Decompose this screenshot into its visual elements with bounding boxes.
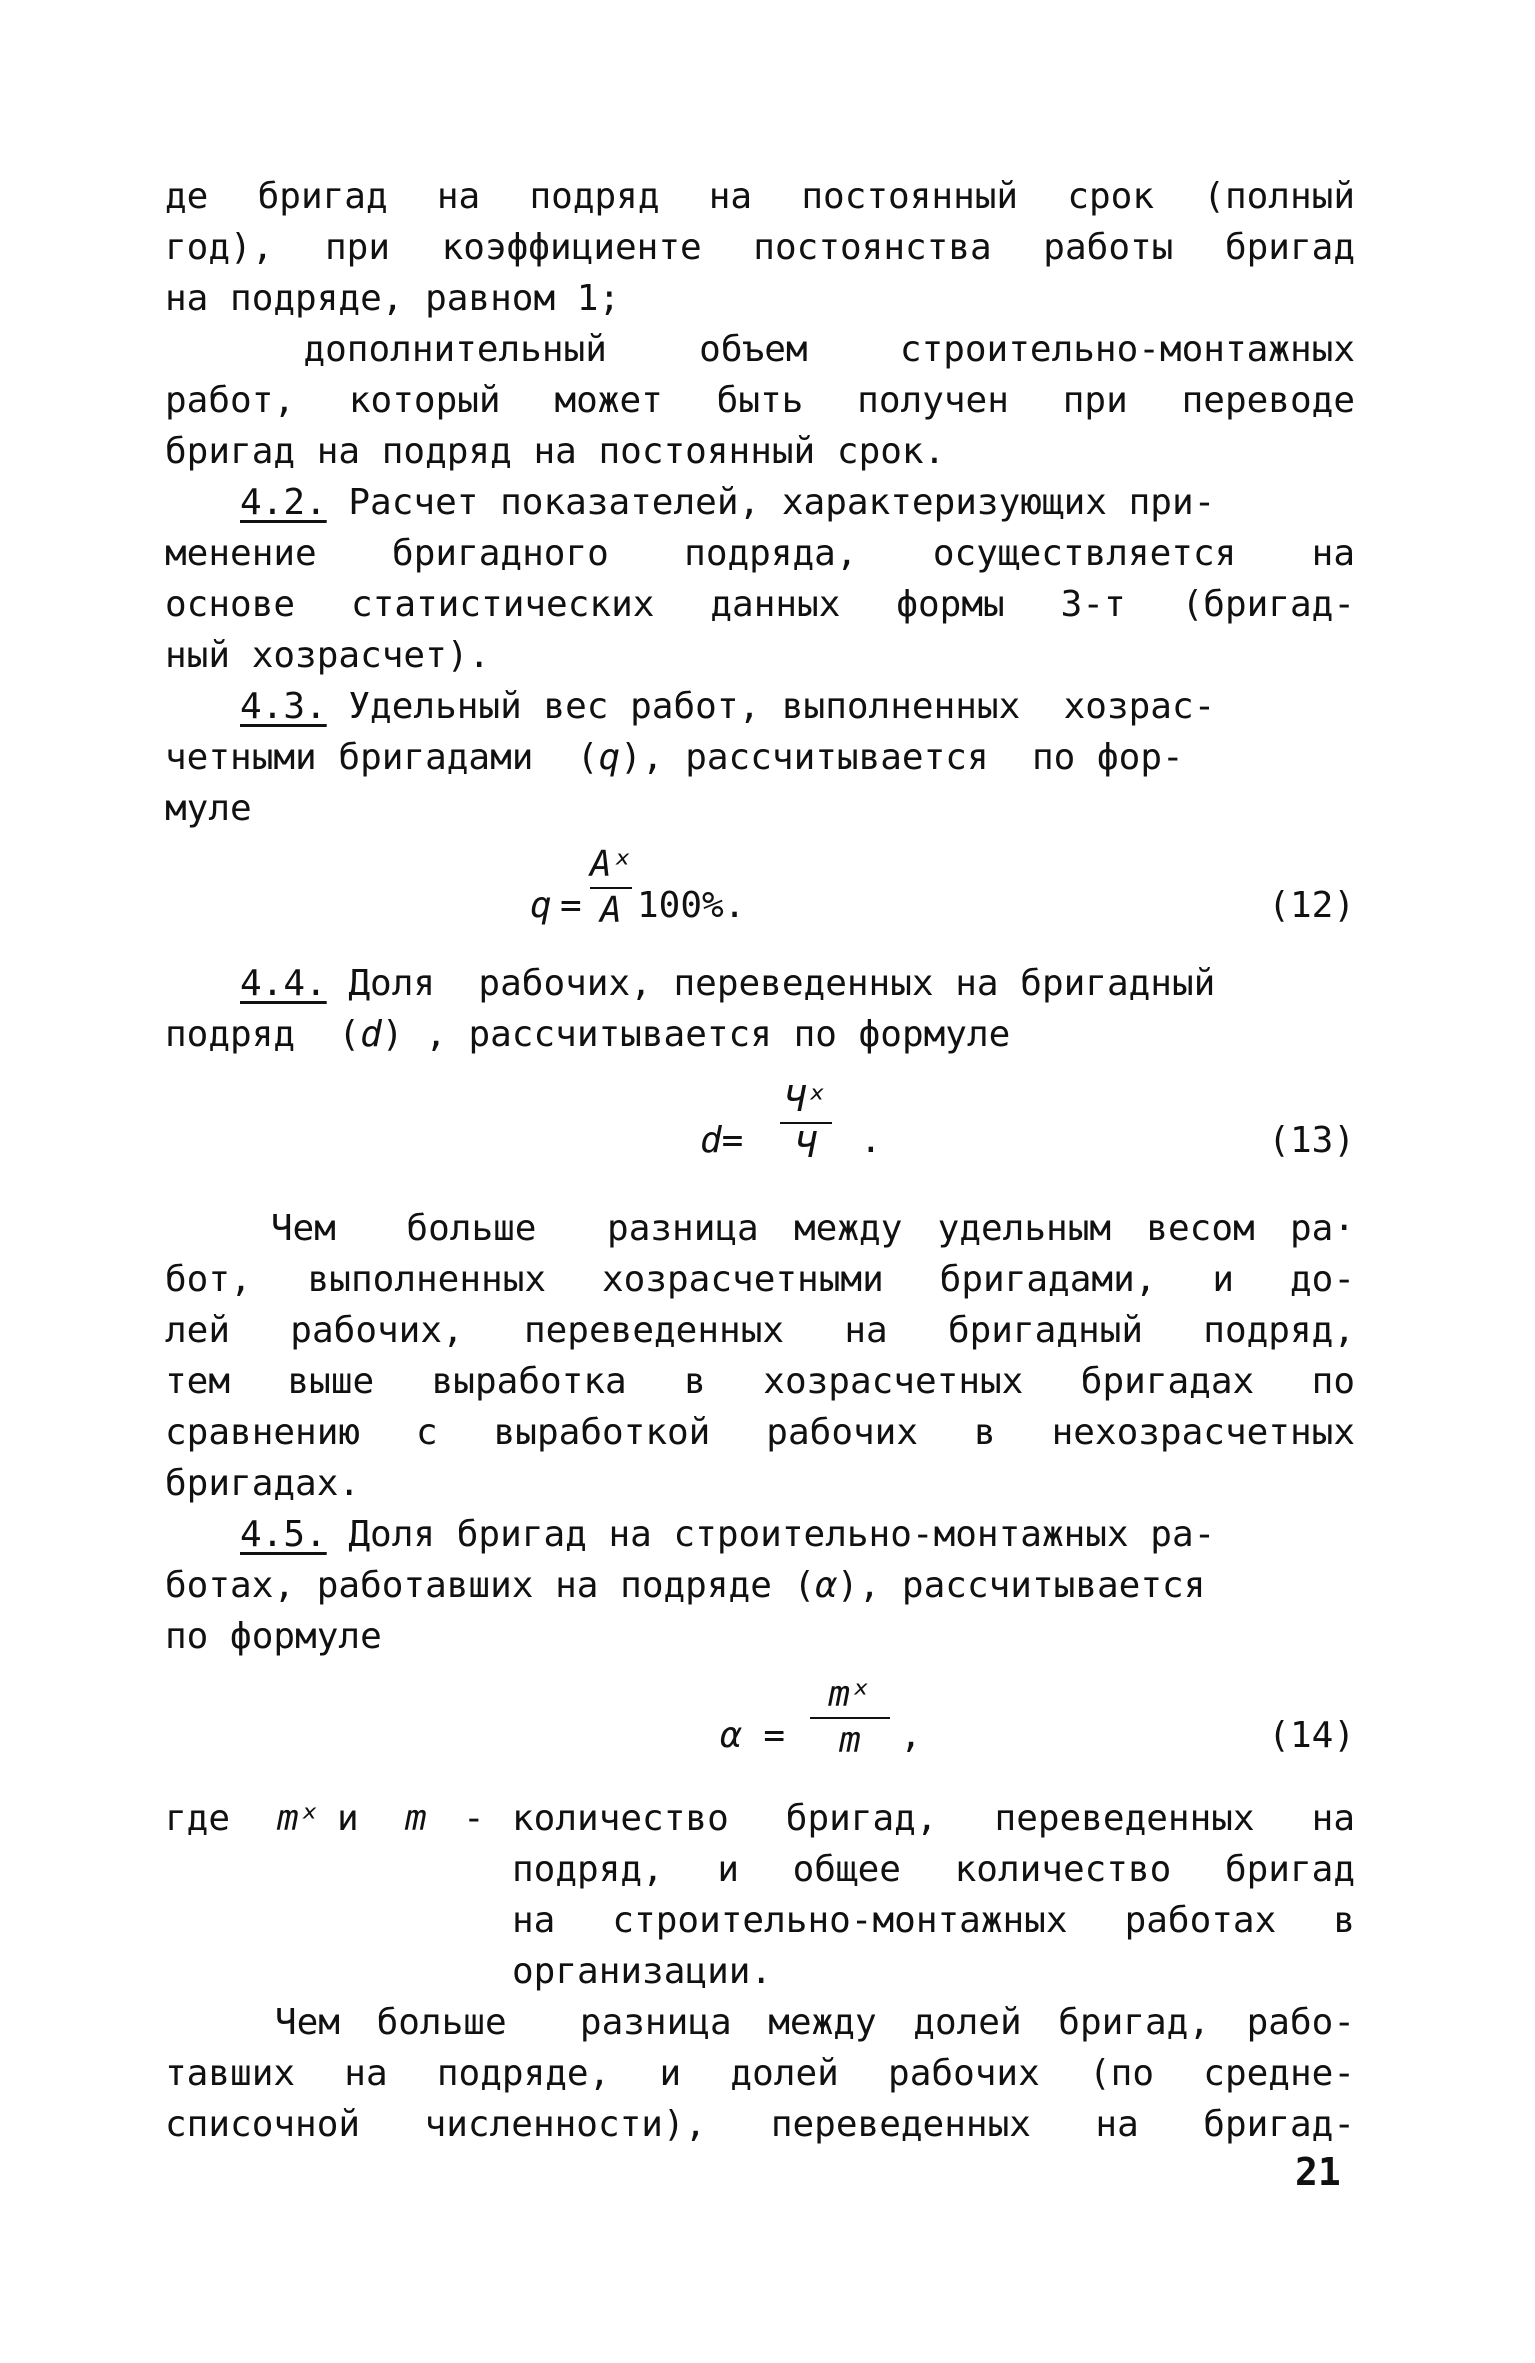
fraction: [810, 1675, 890, 1761]
section-4-5-first-line: [240, 1511, 1355, 1559]
section-number: 4.2.: [240, 482, 327, 523]
numerator: Aˣ: [590, 844, 634, 885]
text-line: Чем больше разница между долей бригад, рабо-: [165, 2002, 1355, 2043]
formula-tail: ,: [900, 1715, 922, 1756]
text-line: тем выше выработка в хозрасчетных бригадах по: [165, 1361, 1355, 1402]
text-line: организации.: [512, 1951, 773, 1992]
variable-m: m: [405, 1798, 427, 1839]
text-line: сравнению с выработкой рабочих в нехозрасчетных: [165, 1412, 1355, 1453]
text-line: работ, который может быть получен при переводе: [165, 380, 1355, 421]
text: Доля рабочих, переведенных на бригадный: [326, 963, 1216, 1004]
numerator: Чˣ: [784, 1079, 828, 1120]
text-line: [165, 734, 1355, 782]
denominator: A: [600, 890, 622, 931]
equation-number: (12): [1268, 885, 1355, 926]
text-line: [165, 1011, 1355, 1059]
formula-13: [165, 1080, 1355, 1210]
fraction-bar: [780, 1122, 832, 1124]
variable-m-x: mˣ: [277, 1798, 321, 1839]
text-line: муле: [165, 788, 252, 829]
variable-d: d: [360, 1014, 382, 1055]
text-line: менение бригадного подряда, осуществляется на: [165, 533, 1355, 574]
formula-14: [165, 1675, 1355, 1805]
text: Удельный вес работ, выполненных хозрас-: [326, 686, 1216, 727]
formula-lhs: d=: [700, 1120, 744, 1161]
text-line: по формуле: [165, 1616, 382, 1657]
section-4-4-first-line: [240, 960, 1355, 1008]
text-line: количество бригад, переведенных на: [512, 1798, 1355, 1839]
text-line: бригад на подряд на постоянный срок.: [165, 431, 946, 472]
numerator: mˣ: [828, 1674, 872, 1715]
text: четными бригадами (: [165, 737, 599, 778]
formula-lhs: q: [530, 885, 552, 926]
text-line: дополнительный объем строительно-монтажных: [165, 329, 1355, 370]
denominator: m: [839, 1720, 861, 1761]
text-line: ный хозрасчет).: [165, 635, 491, 676]
section-number: 4.4.: [240, 963, 327, 1004]
text-line: лей рабочих, переведенных на бригадный подряд,: [165, 1310, 1355, 1351]
text-line: Чем больше разница между удельным весом ра·: [165, 1208, 1355, 1249]
fraction: [780, 1080, 832, 1166]
text: ) , рассчитывается по формуле: [381, 1014, 1011, 1055]
formula-tail: 100%.: [637, 885, 746, 926]
text: ботах, работавших на подряде (: [165, 1565, 816, 1606]
text: ), рассчитывается: [836, 1565, 1206, 1606]
variable-alpha: α: [815, 1565, 837, 1606]
denominator: Ч: [795, 1125, 817, 1166]
text: ), рассчитывается по фор-: [620, 737, 1184, 778]
formula-lhs: α =: [720, 1715, 786, 1756]
fraction: [590, 845, 632, 931]
section-number: 4.5.: [240, 1514, 327, 1555]
section-number: 4.3.: [240, 686, 327, 727]
text: Расчет показателей, характеризующих при-: [326, 482, 1216, 523]
text-line: тавших на подряде, и долей рабочих (по средне-: [165, 2053, 1355, 2094]
text-line: на строительно-монтажных работах в: [512, 1900, 1355, 1941]
section-4-3-first-line: [240, 683, 1355, 731]
text-line: списочной численности), переведенных на бригад-: [165, 2104, 1355, 2145]
text: подряд (: [165, 1014, 361, 1055]
equation-number: (13): [1268, 1120, 1355, 1161]
equation-number: (14): [1268, 1715, 1355, 1756]
equals-sign: =: [560, 885, 582, 926]
fraction-bar: [810, 1717, 890, 1719]
variable-q: q: [598, 737, 621, 778]
fraction-bar: [590, 887, 632, 889]
text-line: бот, выполненных хозрасчетными бригадами, и до-: [165, 1259, 1355, 1300]
text-line: на подряде, равном 1;: [165, 278, 621, 319]
dash: -: [463, 1798, 485, 1839]
text-line: [165, 1562, 1355, 1610]
formula-tail: .: [860, 1120, 882, 1161]
formula-12: [165, 845, 1355, 975]
text-line: основе статистических данных формы 3-т (бригад-: [165, 584, 1355, 625]
text-line: подряд, и общее количество бригад: [512, 1849, 1355, 1890]
text-line: де бригад на подряд на постоянный срок (полный: [165, 176, 1355, 217]
section-4-2-first-line: [240, 479, 1355, 527]
text-line: бригадах.: [165, 1463, 361, 1504]
text-line: год), при коэффициенте постоянства работы бригад: [165, 227, 1355, 268]
text: Доля бригад на строительно-монтажных ра-: [326, 1514, 1216, 1555]
conjunction: и: [337, 1798, 359, 1839]
text: где: [165, 1798, 231, 1839]
page-number: 21: [1295, 2150, 1341, 2194]
